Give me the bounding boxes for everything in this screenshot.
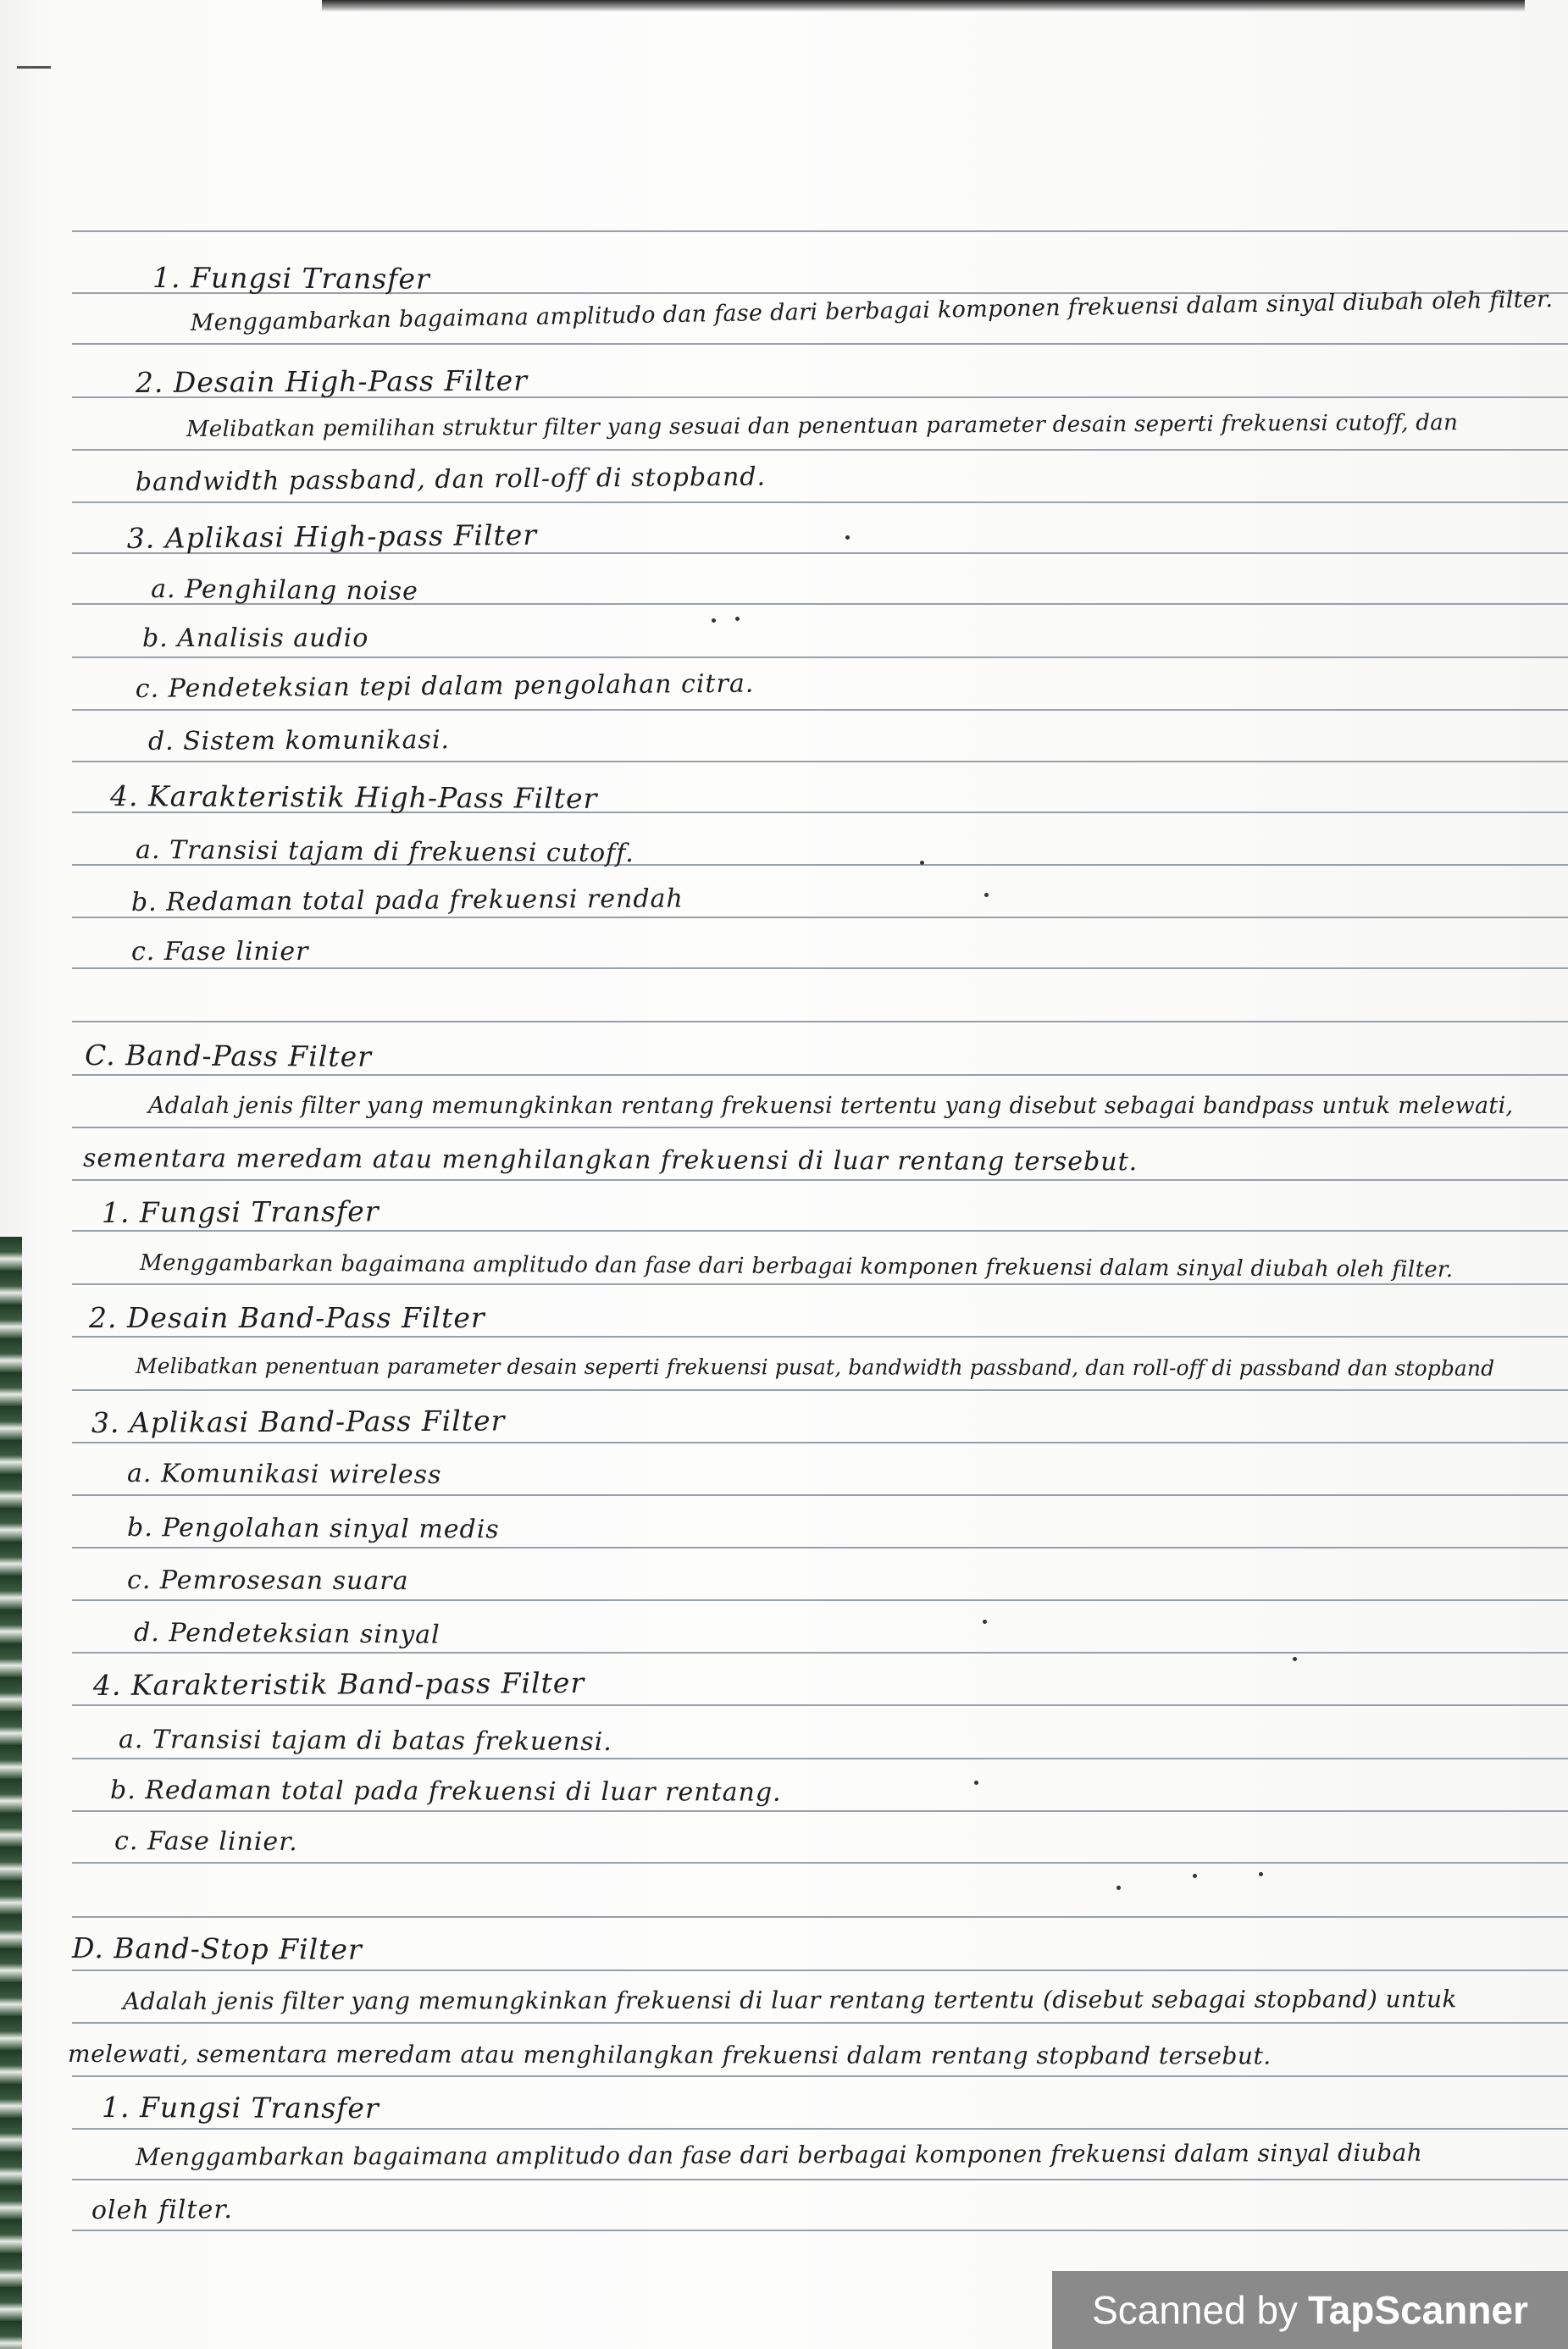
paragraph-fungsi-transfer-bsf-2: oleh filter. xyxy=(91,2195,233,2225)
ruled-line xyxy=(72,1599,1568,1601)
heading-fungsi-transfer-bsf: 1. Fungsi Transfer xyxy=(102,2091,380,2125)
list-item-fase-linier-hpf: c. Fase linier xyxy=(131,937,309,967)
list-item-redaman-total-hpf: b. Redaman total pada frekuensi rendah xyxy=(130,884,684,917)
ruled-line xyxy=(72,1074,1568,1076)
list-item-analisis-audio: b. Analisis audio xyxy=(142,623,369,653)
paragraph-band-stop-def-1: Adalah jenis filter yang memungkinkan frekuensi di luar rentang tertentu (disebut sebagai stopband) untuk xyxy=(122,1985,1457,2015)
paragraph-desain-hpf-2: bandwidth passband, dan roll-off di stopband. xyxy=(135,462,767,497)
scan-speck xyxy=(1259,1872,1263,1876)
section-heading-band-pass: C. Band-Pass Filter xyxy=(85,1039,373,1073)
ruled-line xyxy=(72,1283,1568,1285)
ruled-line xyxy=(72,1230,1568,1232)
paragraph-desain-bpf: Melibatkan penentuan parameter desain seperti frekuensi pusat, bandwidth passband, dan roll-off di passband dan stopband xyxy=(136,1354,1495,1381)
paragraph-band-pass-def-1: Adalah jenis filter yang memungkinkan rentang frekuensi tertentu yang disebut sebagai bandpass untuk melewati, xyxy=(148,1093,1514,1119)
ruled-line xyxy=(72,2022,1568,2024)
ruled-line xyxy=(72,1970,1568,1971)
heading-desain-bpf: 2. Desain Band-Pass Filter xyxy=(89,1301,485,1334)
list-item-pendeteksian-sinyal: d. Pendeteksian sinyal xyxy=(134,1618,440,1650)
ruled-line xyxy=(72,2179,1568,2180)
ruled-line xyxy=(72,230,1568,232)
section-heading-band-stop: D. Band-Stop Filter xyxy=(72,1931,363,1966)
heading-fungsi-transfer-bpf: 1. Fungsi Transfer xyxy=(101,1194,380,1229)
paragraph-fungsi-transfer-hpf: Menggambarkan bagaimana amplitudo dan fase dari berbagai komponen frekuensi dalam sinyal diubah oleh filter. xyxy=(190,285,1554,336)
paragraph-fungsi-transfer-bsf-1: Menggambarkan bagaimana amplitudo dan fase dari berbagai komponen frekuensi dalam sinyal diubah xyxy=(135,2138,1423,2171)
scanner-watermark-brand: TapScanner xyxy=(1308,2288,1528,2332)
list-item-pengolahan-sinyal-medis: b. Pengolahan sinyal medis xyxy=(127,1513,500,1545)
heading-karakteristik-hpf: 4. Karakteristik High-Pass Filter xyxy=(110,779,598,816)
scan-speck xyxy=(845,535,850,540)
scan-speck xyxy=(984,893,989,897)
heading-aplikasi-bpf: 3. Aplikasi Band-Pass Filter xyxy=(91,1404,506,1439)
list-item-penghilang-noise: a. Penghilang noise xyxy=(151,574,418,607)
list-item-fase-linier-bpf: c. Fase linier. xyxy=(114,1826,298,1858)
ruled-line xyxy=(72,501,1568,503)
ruled-line xyxy=(72,1862,1568,1864)
scan-speck xyxy=(1193,1874,1197,1878)
scan-speck xyxy=(735,617,740,621)
ruled-line xyxy=(72,967,1568,969)
ruled-line xyxy=(72,1442,1568,1443)
list-item-pendeteksian-tepi: c. Pendeteksian tepi dalam pengolahan citra. xyxy=(135,668,755,704)
scan-speck xyxy=(1293,1657,1297,1661)
heading-karakteristik-bpf: 4. Karakteristik Band-pass Filter xyxy=(92,1665,585,1702)
ruled-line xyxy=(72,1179,1568,1181)
list-item-transisi-tajam-hpf: a. Transisi tajam di frekuensi cutoff. xyxy=(136,835,634,869)
ruled-line xyxy=(72,1704,1568,1706)
scanner-watermark-badge xyxy=(1052,2271,1568,2349)
ruled-line xyxy=(72,1494,1568,1496)
heading-desain-hpf: 2. Desain High-Pass Filter xyxy=(135,363,529,399)
list-item-transisi-tajam-bpf: a. Transisi tajam di batas frekuensi. xyxy=(119,1725,612,1758)
paragraph-band-stop-def-2: melewati, sementara meredam atau menghilangkan frekuensi dalam rentang stopband tersebut. xyxy=(68,2040,1272,2070)
ruled-line xyxy=(72,1758,1568,1759)
ruled-line xyxy=(72,1389,1568,1391)
scanner-watermark-prefix: Scanned by xyxy=(1092,2288,1299,2332)
page-corner-mark xyxy=(17,66,51,77)
scan-top-edge xyxy=(322,0,1525,12)
ruled-line xyxy=(72,917,1568,918)
ruled-line xyxy=(72,1547,1568,1548)
ruled-line xyxy=(72,1652,1568,1654)
ruled-line xyxy=(72,1810,1568,1812)
scan-speck xyxy=(983,1620,987,1624)
ruled-line xyxy=(72,2230,1568,2231)
list-item-pemrosesan-suara: c. Pemrosesan suara xyxy=(127,1565,409,1597)
notebook-binding xyxy=(0,1237,22,2349)
heading-aplikasi-hpf: 3. Aplikasi High-pass Filter xyxy=(126,518,538,555)
paragraph-band-pass-def-2: sementara meredam atau menghilangkan frekuensi di luar rentang tersebut. xyxy=(83,1144,1139,1177)
paragraph-fungsi-transfer-bpf: Menggambarkan bagaimana amplitudo dan fase dari berbagai komponen frekuensi dalam sinyal diubah oleh filter. xyxy=(140,1250,1454,1283)
scan-speck xyxy=(974,1781,978,1785)
ruled-line xyxy=(72,1916,1568,1918)
ruled-line xyxy=(72,1336,1568,1338)
heading-fungsi-transfer-hpf: 1. Fungsi Transfer xyxy=(152,261,430,296)
scan-speck xyxy=(1116,1886,1121,1890)
ruled-line xyxy=(72,2075,1568,2077)
paragraph-desain-hpf-1: Melibatkan pemilihan struktur filter yang sesuai dan penentuan parameter desain seperti frekuensi cutoff, dan xyxy=(186,410,1459,442)
list-item-komunikasi-wireless: a. Komunikasi wireless xyxy=(127,1459,442,1490)
ruled-line xyxy=(72,657,1568,658)
ruled-line xyxy=(72,709,1568,711)
list-item-redaman-total-bpf: b. Redaman total pada frekuensi di luar rentang. xyxy=(110,1776,782,1808)
scan-speck xyxy=(712,618,716,623)
ruled-line xyxy=(72,343,1568,345)
ruled-line xyxy=(72,1127,1568,1128)
list-item-sistem-komunikasi: d. Sistem komunikasi. xyxy=(147,725,451,756)
ruled-line xyxy=(72,1021,1568,1022)
ruled-line xyxy=(72,2128,1568,2130)
ruled-line xyxy=(72,761,1568,762)
ruled-line xyxy=(72,449,1568,451)
scan-speck xyxy=(920,861,924,865)
